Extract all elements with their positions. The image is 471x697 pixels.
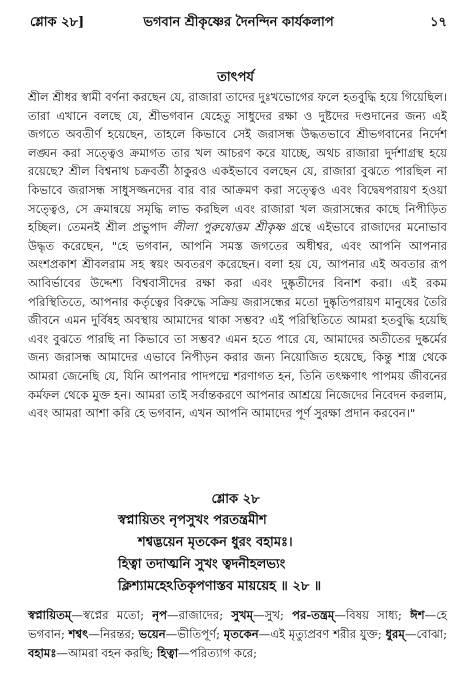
synonym-meaning: আমরা বহন করছি bbox=[68, 646, 150, 660]
synonym-term: ঈশ bbox=[410, 608, 425, 622]
sanskrit-verse bbox=[0, 510, 471, 598]
synonym-meaning: রাজাদের bbox=[178, 608, 220, 622]
synonym-term: সুখম্ bbox=[231, 608, 254, 622]
header-chapter-title: ভগবান শ্রীকৃষ্ণের দৈনন্দিন কার্যকলাপ bbox=[143, 15, 334, 30]
purport-text-part1: শ্রীল শ্রীধর স্বামী বর্ণনা করছেন যে, রাজারা তাদের দুঃখভোগের ফলে হতবুদ্ধি হয়ে গিয়েছিল। তারা এখানে বলছে যে, শ্রীভগবান যেহেতু সাধুদের রক্ষা ও দুষ্টদের দণ্ডদানের জন্য এই জগতে অবতীর্ণ হয়েছেন, তাহলে কিভাবে সেই জরাসন্ধ উদ্ধতভাবে শ্রীভগবানের নির্দেশ লঙ্ঘন করা সত্ত্বেও ক্রমাগত তার খল আচরণ করে যাচ্ছে, অথচ রাজারা দুর্দশাগ্রস্থ হয়ে রয়েছে? শ্রীল বিশ্বনাথ চক্রবর্তী ঠাকুরও একইভাবে বলছেন যে, রাজারা বুঝতে পারছিল না কিভাবে জরাসন্ধ সাধুসজ্জনদের বার বার আক্রমণ করা সত্ত্বেও এবং বিদ্বেষপরায়ণ হওয়া সত্ত্বেও, সে ক্রমান্বয়ে সমৃদ্ধি লাভ করছিল এবং রাজারা খল জরাসন্ধের কাছে নিপীড়িত হচ্ছিল। তেমনই শ্রীল প্রভুপাদ bbox=[28, 90, 447, 235]
verse-line: শশ্বদ্ভয়েন মৃতকেন ধুরং বহামঃ। bbox=[138, 535, 293, 550]
synonym-meaning: ভীতিপূর্ণ bbox=[177, 627, 217, 641]
verse-line: হিত্বা তদাত্মনি সুখং ত্বদনীহলভ্যং bbox=[118, 557, 286, 572]
synonym-term: হিত্বা bbox=[157, 646, 179, 660]
synonym-term: স্বপ্নায়িতম্ bbox=[28, 608, 72, 622]
purport-body bbox=[28, 88, 447, 423]
synonym-term: ধুরম্ bbox=[385, 627, 405, 641]
synonym-meaning: পরিত্যাগ করে bbox=[189, 646, 254, 660]
synonym-term: ভয়েন bbox=[138, 627, 166, 641]
word-meanings: স্বপ্নায়িতম্—স্বপ্নের মতো; নৃপ—রাজাদের; সুখম্—সুখ; পর-তন্ত্রম্—বিষয় সাধ্য; ঈশ—হে ভগবান; শশ্বৎ—নিরন্তর; ভয়েন—ভীতিপূর্ণ; মৃতকেন—এই মৃত্যুপ্রবণ শরীর যুক্ত; ধুরম্—বোঝা; বহামঃ—আমরা বহন করছি; হিত্বা—পরিত্যাগ করে; bbox=[28, 608, 447, 660]
purport-paragraph bbox=[28, 88, 447, 423]
header-verse-reference: শ্লোক ২৮] bbox=[30, 15, 85, 30]
synonym-meaning: স্বপ্নের মতো bbox=[82, 608, 141, 622]
synonym-meaning: হে ভগবান bbox=[28, 608, 447, 641]
verse-heading: শ্লোক ২৮ bbox=[211, 492, 260, 507]
purport-text-part2: গ্রন্থে এইভাবে রাজাদের মনোভাব উদ্ধৃত করেছেন, "হে ভগবান, আপনি সমস্ত জগতের অধীশ্বর, এবং আপনি আপনার অংশপ্রকাশ শ্রীবলরাম সহ স্বয়ং অবতরণ করেছেন। বলা হয় যে, আপনার এই অবতার রূপ আবির্ভাবের উদ্দেশ্য বিশ্ববাসীদের রক্ষা করা এবং দুষ্কৃতীদের বিনাশ করা। এই রকম পরিস্থিতিতে, আপনার কর্তৃত্বের বিরুদ্ধে সক্রিয় জরাসন্ধের মতো দুষ্কৃতিপরায়ণ মানুষের তৈরি জীবনে এমন দুর্বিষহ অবস্থায় আমাদের থাকা সম্ভব? এই পরিস্থিতিতে আমরা হতবুদ্ধি হয়েছি এবং বুঝতে পারছি না কিভাবে তা সম্ভব? এমন হতে পারে যে, আমাদের অতীতের দুষ্কর্মের জন্য জরাসন্ধ আমাদের এভাবে নিপীড়ন করার জন্য নিয়োজিত হয়েছে, কিন্তু শাস্ত্র থেকে আমরা জেনেছি যে, যিনি আপনার পাদপদ্মে শরণাগত হন, তিনি তৎক্ষণাৎ পাপময় জীবনের কর্মফল থেকে মুক্ত হন। আমরা তাই সর্বান্তকরণে আপনার আশ্রয়ে নিজেদের নিবেদন করলাম, এবং আমরা আশা করি হে ভগবান, এখন আপনি আমাদের পূর্ণ সুরক্ষা প্রদান করবেন।" bbox=[28, 220, 447, 421]
running-header bbox=[30, 12, 447, 34]
synonym-term: বহামঃ bbox=[28, 646, 57, 660]
verse-line: স্বপ্নায়িতং নৃপসুখং পরতন্ত্রমীশ bbox=[118, 513, 267, 528]
purport-heading: তাৎপর্য bbox=[217, 70, 254, 85]
synonym-meaning: বিষয় সাধ্য bbox=[345, 608, 399, 622]
book-title-italic: লীলা পুরুষোত্তম শ্রীকৃষ্ণ bbox=[172, 220, 285, 235]
synonym-meaning: এই মৃত্যুপ্রবণ শরীর যুক্ত bbox=[270, 627, 378, 641]
synonym-term: নৃপ bbox=[152, 608, 167, 622]
synonym-meaning: নিরন্তর bbox=[99, 627, 131, 641]
page-number: ১৭ bbox=[430, 15, 447, 30]
synonym-term: পর-তন্ত্রম্ bbox=[292, 608, 335, 622]
synonym-meaning: সুখ bbox=[264, 608, 280, 622]
verse-line: ক্লিশ্যামহেঽতিকৃপণাস্তব মায়য়েহ ॥ ২৮ ॥ bbox=[118, 579, 322, 594]
synonym-term: মৃতকেন bbox=[223, 627, 259, 641]
synonym-meaning: বোঝা bbox=[416, 627, 444, 641]
synonym-term: শশ্বৎ bbox=[68, 627, 89, 641]
